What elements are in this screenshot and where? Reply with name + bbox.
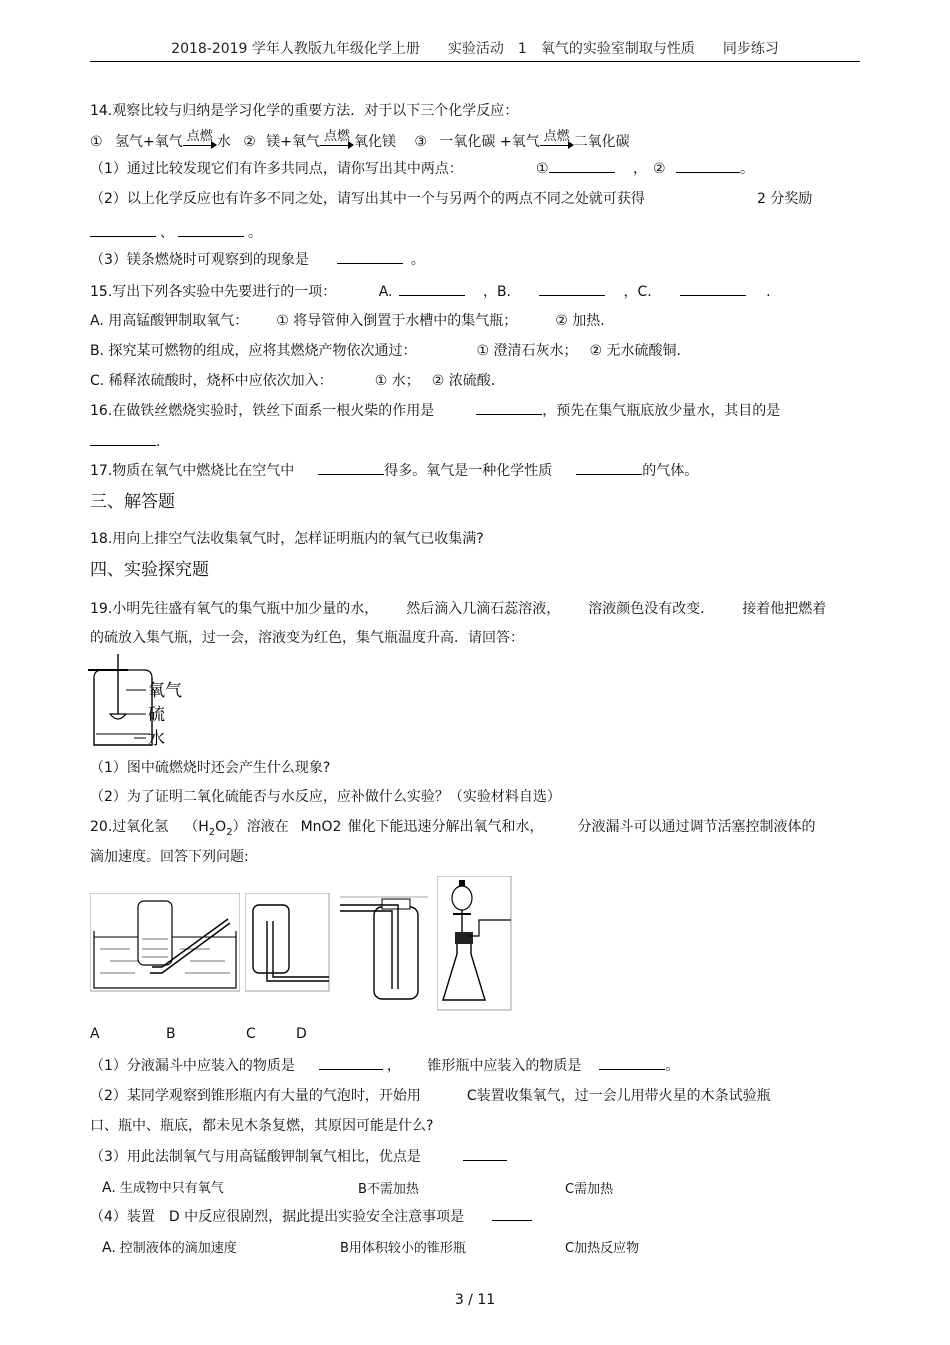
reaction-arrow-icon: 点燃 bbox=[540, 133, 574, 151]
q15-option-a: A. 用高锰酸钾制取氧气： ① 将导管伸入倒置于水槽中的集气瓶； ② 加热. bbox=[90, 313, 605, 329]
figure-label-a: A bbox=[90, 1026, 100, 1042]
page-number: 3 / 11 bbox=[454, 1292, 496, 1308]
label-water: 水 bbox=[148, 729, 165, 749]
answer-blank[interactable] bbox=[90, 431, 156, 446]
q18-text: 18.用向上排空气法收集氧气时，怎样证明瓶内的氧气已收集满? bbox=[90, 531, 484, 547]
q14-r1-num: ① bbox=[90, 134, 103, 150]
answer-blank[interactable] bbox=[319, 1055, 383, 1070]
label-sulfur: 硫 bbox=[148, 705, 165, 725]
q14-stem: 14.观察比较与归纳是学习化学的重要方法．对于以下三个化学反应： bbox=[90, 103, 519, 119]
apparatus-c-upward-displacement bbox=[340, 893, 430, 1003]
answer-blank[interactable] bbox=[399, 281, 465, 296]
q20-part3-option-c: C需加热 bbox=[565, 1182, 614, 1197]
q14-part1: （1）通过比较发现它们有许多共同点，请你写出其中两点： bbox=[90, 161, 463, 177]
q15-stem: 15.写出下列各实验中先要进行的一项： A. ，B. ，C. . bbox=[90, 281, 771, 301]
section-four-title: 四、实验探究题 bbox=[90, 560, 209, 580]
q20-part4-option-c: C加热反应物 bbox=[565, 1241, 640, 1256]
q14-r2-product: 氧化镁 bbox=[353, 134, 396, 150]
q14-part3: （3）镁条燃烧时可观察到的现象是 。 bbox=[90, 249, 425, 269]
q20-part3-option-b: B不需加热 bbox=[358, 1182, 419, 1197]
answer-blank[interactable] bbox=[599, 1055, 665, 1070]
q14-r1-reactants: 氢气+氧气 bbox=[115, 134, 183, 150]
q20-part4-option-b: B用体积较小的锥形瓶 bbox=[340, 1241, 466, 1256]
q14-r2-reactants: 镁+氧气 bbox=[266, 134, 320, 150]
q14-r3-reactants: 一氧化碳 +氧气 bbox=[439, 134, 540, 150]
answer-blank[interactable] bbox=[492, 1206, 532, 1221]
answer-blank[interactable] bbox=[549, 158, 615, 173]
answer-blank[interactable] bbox=[680, 281, 746, 296]
q20-part4: （4）装置 D 中反应很剧烈，据此提出实验安全注意事项是 bbox=[90, 1206, 532, 1226]
figure-label-d: D bbox=[296, 1026, 307, 1042]
q19-line1: 19.小明先往盛有氧气的集气瓶中加少量的水， 然后滴入几滴石蕊溶液， 溶液颜色没有改变． 接着他把燃着 bbox=[90, 601, 827, 617]
section-three-title: 三、解答题 bbox=[90, 492, 175, 512]
page-header: 2018-2019 学年人教版九年级化学上册 实验活动 1 氧气的实验室制取与性质 同步练习 bbox=[171, 41, 779, 57]
q20-line1: 20.过氧化氢 $(H_2O_2)$溶液在 MnO2 催化下能迅速分解出氧气和水， 分液漏斗可以通过调节活塞控制液体的 bbox=[90, 819, 816, 838]
q20-part3: （3）用此法制氧气与用高锰酸钾制氧气相比，优点是 bbox=[90, 1146, 507, 1166]
q15-option-c: C. 稀释浓硫酸时，烧杯中应依次加入： ① 水； ② 浓硫酸. bbox=[90, 373, 496, 389]
answer-blank[interactable] bbox=[476, 400, 542, 415]
label-oxygen: 氧气 bbox=[148, 681, 182, 701]
q14-part1-answers: ① ， ② 。 bbox=[536, 158, 754, 178]
q17-text: 17.物质在氧气中燃烧比在空气中 得多。氧气是一种化学性质 的气体。 bbox=[90, 460, 698, 480]
q14-r3-product: 二氧化碳 bbox=[573, 134, 630, 150]
q14-reactions bbox=[90, 131, 630, 151]
reaction-arrow-icon: 点燃 bbox=[183, 133, 217, 151]
answer-blank[interactable] bbox=[576, 460, 642, 475]
q19-part2: （2）为了证明二氧化硫能否与水反应，应补做什么实验？（实验材料自选） bbox=[90, 789, 561, 805]
answer-blank[interactable] bbox=[90, 222, 156, 237]
q14-r3-num: ③ bbox=[414, 134, 427, 150]
apparatus-b-downward-displacement bbox=[245, 893, 330, 993]
answer-blank[interactable] bbox=[539, 281, 605, 296]
q20-part2-line2: 口、瓶中、瓶底，都未见木条复燃，其原因可能是什么? bbox=[90, 1118, 434, 1134]
q19-part1: （1）图中硫燃烧时还会产生什么现象? bbox=[90, 760, 331, 776]
q20-part4-option-a: A. 控制液体的滴加速度 bbox=[102, 1240, 237, 1256]
answer-blank[interactable] bbox=[337, 249, 403, 264]
q19-line2: 的硫放入集气瓶，过一会，溶液变为红色，集气瓶温度升高．请回答： bbox=[90, 630, 524, 646]
answer-blank[interactable] bbox=[178, 222, 244, 237]
answer-blank[interactable] bbox=[676, 158, 740, 173]
sulfur-combustion-figure bbox=[88, 650, 198, 750]
header-divider bbox=[90, 61, 860, 62]
q20-part3-options: A. 生成物中只有氧气 bbox=[102, 1180, 224, 1196]
q20-part2: （2）某同学观察到锥形瓶内有大量的气泡时，开始用 C装置收集氧气，过一会儿用带火星的木条试验瓶 bbox=[90, 1088, 771, 1104]
q16-line2: . bbox=[90, 431, 160, 450]
q14-bonus: 2 分奖励 bbox=[757, 191, 813, 207]
apparatus-a-water-displacement bbox=[90, 893, 240, 993]
q15-option-b: B. 探究某可燃物的组成，应将其燃烧产物依次通过： ① 澄清石灰水； ② 无水硫酸铜. bbox=[90, 343, 681, 359]
q20-part1: （1）分液漏斗中应装入的物质是 ， 锥形瓶中应装入的物质是 。 bbox=[90, 1055, 679, 1075]
q20-line2: 滴加速度。回答下列问题: bbox=[90, 849, 249, 865]
q14-r2-num: ② bbox=[243, 134, 256, 150]
q14-part2-answers: 、 。 bbox=[90, 222, 262, 242]
q14-part2: （2）以上化学反应也有许多不同之处，请写出其中一个与另两个的两点不同之处就可获得 bbox=[90, 191, 645, 207]
figure-label-b: B bbox=[166, 1026, 176, 1042]
reaction-arrow-icon: 点燃 bbox=[320, 133, 354, 151]
figure-label-c: C bbox=[246, 1026, 256, 1042]
answer-blank[interactable] bbox=[463, 1146, 507, 1161]
q16-text: 16.在做铁丝燃烧实验时，铁丝下面系一根火柴的作用是 ，预先在集气瓶底放少量水，其目的是 bbox=[90, 400, 780, 420]
q14-r1-product: 水 bbox=[216, 134, 231, 150]
answer-blank[interactable] bbox=[318, 460, 384, 475]
apparatus-d-funnel-flask bbox=[437, 876, 512, 1011]
